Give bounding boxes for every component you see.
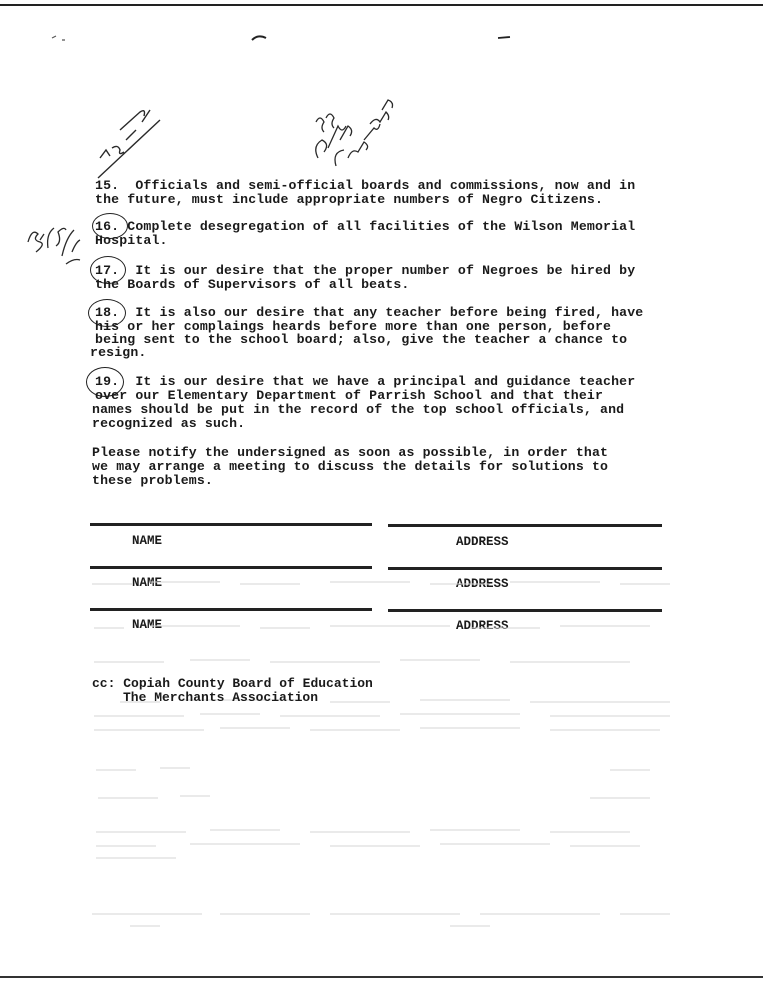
item-text-line: It is our desire that we have a principal and guidance teacher xyxy=(135,374,636,389)
item-text-line: It is also our desire that any teacher before being fired, have xyxy=(135,305,644,320)
item-18-line-4: resign. xyxy=(90,345,147,360)
cc-recipient-2: The Merchants Association xyxy=(123,690,319,705)
item-19-line-3: names should be put in the record of the top school officials, and xyxy=(92,402,625,417)
item-17 xyxy=(95,264,635,278)
bleed-through-texture xyxy=(90,570,690,950)
page-top-edge xyxy=(0,4,763,6)
name-label: NAME xyxy=(132,576,163,590)
signature-line-address xyxy=(388,524,662,527)
name-label: NAME xyxy=(132,618,163,632)
item-text-line: Complete desegregation of all facilities of the Wilson Memorial xyxy=(127,219,636,234)
handwritten-note-top-right xyxy=(308,88,418,178)
item-19-line-2: over our Elementary Department of Parrish School and that their xyxy=(95,388,604,403)
handwritten-note-top-left xyxy=(90,100,180,180)
closing-line-1: Please notify the undersigned as soon as possible, in order that xyxy=(92,445,609,460)
item-17-line-2: the Boards of Supervisors of all beats. xyxy=(95,277,410,292)
page-bottom-edge xyxy=(0,976,763,978)
item-16-line-2: Hospital. xyxy=(95,233,168,248)
address-label: ADDRESS xyxy=(456,619,509,633)
item-16 xyxy=(95,220,635,234)
item-number: 19. xyxy=(95,374,120,389)
item-18-line-3: being sent to the school board; also, give the teacher a chance to xyxy=(95,332,628,347)
closing-line-2: we may arrange a meeting to discuss the details for solutions to xyxy=(92,459,609,474)
item-text-line: Officials and semi-official boards and commissions, now and in xyxy=(135,178,636,193)
name-label: NAME xyxy=(132,534,163,548)
item-text-line: It is our desire that the proper number of Negroes be hired by xyxy=(135,263,636,278)
closing-line-3: these problems. xyxy=(92,473,213,488)
item-number: 15. xyxy=(95,178,120,193)
signature-line-name xyxy=(90,523,372,526)
signature-line-name xyxy=(90,566,372,569)
address-label: ADDRESS xyxy=(456,577,509,591)
item-15-line-2: the future, must include appropriate numbers of Negro Citizens. xyxy=(95,192,604,207)
item-number: 16. xyxy=(95,219,120,234)
cc-block xyxy=(92,676,373,691)
item-number: 17. xyxy=(95,263,120,278)
item-15 xyxy=(95,179,635,193)
cc-recipient-1: Copiah County Board of Education xyxy=(123,676,373,691)
cc-label: cc: xyxy=(92,676,116,691)
item-19-line-4: recognized as such. xyxy=(92,416,246,431)
scan-specks xyxy=(40,30,740,60)
item-19 xyxy=(95,375,635,389)
item-18 xyxy=(95,306,643,320)
handwritten-note-left xyxy=(22,212,92,272)
item-number: 18. xyxy=(95,305,120,320)
item-18-line-2: his or her complaings heards before more than one person, before xyxy=(95,319,612,334)
address-label: ADDRESS xyxy=(456,535,509,549)
